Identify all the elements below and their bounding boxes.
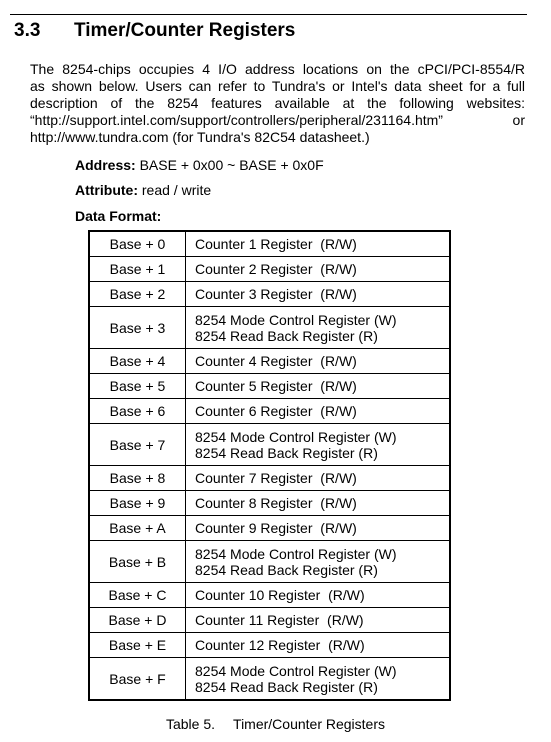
data-format-line bbox=[75, 208, 161, 224]
section-rule bbox=[10, 14, 527, 15]
register-offset: Base + D bbox=[89, 608, 186, 633]
register-description-line: Counter 2 Register (R/W) bbox=[195, 261, 357, 277]
table-caption-number: Table 5. bbox=[165, 716, 216, 732]
register-description-line: Counter 9 Register (R/W) bbox=[195, 520, 357, 536]
register-offset: Base + 2 bbox=[89, 282, 186, 307]
table-row bbox=[89, 608, 450, 633]
register-description bbox=[186, 583, 451, 608]
register-offset: Base + 5 bbox=[89, 374, 186, 399]
intro-line-link: “http://support.intel.com/support/controllers/peripheral/231164.htm” or bbox=[30, 112, 525, 128]
attribute-value: read / write bbox=[141, 182, 212, 198]
table-row bbox=[89, 257, 450, 282]
register-description bbox=[186, 307, 451, 349]
register-description bbox=[186, 231, 451, 257]
intro-line: description of the 8254 features available at the following websites: bbox=[30, 95, 525, 111]
attribute-line bbox=[75, 182, 211, 198]
register-description bbox=[186, 257, 451, 282]
data-format-label: Data Format: bbox=[75, 208, 162, 224]
register-description-line: Counter 5 Register (R/W) bbox=[195, 378, 357, 394]
register-offset: Base + B bbox=[89, 541, 186, 583]
table-row bbox=[89, 231, 450, 257]
register-description-line: 8254 Read Back Register (R) bbox=[195, 678, 378, 695]
register-description bbox=[186, 399, 451, 424]
register-description-line: 8254 Read Back Register (R) bbox=[195, 327, 378, 344]
table-caption-title: Timer/Counter Registers bbox=[233, 716, 386, 732]
register-description-line: 8254 Mode Control Register (W) bbox=[195, 662, 397, 679]
register-description bbox=[186, 349, 451, 374]
register-description-line: Counter 3 Register (R/W) bbox=[195, 286, 357, 302]
register-offset: Base + A bbox=[89, 516, 186, 541]
register-description bbox=[186, 424, 451, 466]
intro-line-link: http://www.tundra.com (for Tundra's 82C54 datasheet.) bbox=[30, 129, 370, 145]
register-description-line: Counter 7 Register (R/W) bbox=[195, 470, 357, 486]
register-description bbox=[186, 541, 451, 583]
table-caption bbox=[0, 716, 551, 732]
section-heading bbox=[14, 20, 295, 42]
table-row bbox=[89, 466, 450, 491]
register-offset: Base + 4 bbox=[89, 349, 186, 374]
address-value: BASE + 0x00 ~ BASE + 0x0F bbox=[139, 157, 324, 173]
register-description-line: 8254 Mode Control Register (W) bbox=[195, 311, 397, 328]
register-description bbox=[186, 658, 451, 701]
register-table-body bbox=[89, 231, 450, 700]
table-row bbox=[89, 374, 450, 399]
attribute-label: Attribute: bbox=[75, 182, 138, 198]
register-offset: Base + E bbox=[89, 633, 186, 658]
table-row bbox=[89, 424, 450, 466]
intro-line: as shown below. Users can refer to Tundra's or Intel's data sheet for a full bbox=[30, 78, 525, 94]
table-row bbox=[89, 349, 450, 374]
table-row bbox=[89, 307, 450, 349]
address-line bbox=[75, 157, 324, 173]
register-description-line: Counter 12 Register (R/W) bbox=[195, 637, 365, 653]
register-description bbox=[186, 516, 451, 541]
intro-paragraph bbox=[30, 61, 525, 146]
register-offset: Base + 9 bbox=[89, 491, 186, 516]
table-row bbox=[89, 399, 450, 424]
register-offset: Base + 1 bbox=[89, 257, 186, 282]
register-offset: Base + 0 bbox=[89, 231, 186, 257]
table-row bbox=[89, 541, 450, 583]
register-description-line: 8254 Mode Control Register (W) bbox=[195, 545, 397, 562]
table-row bbox=[89, 658, 450, 701]
register-offset: Base + 3 bbox=[89, 307, 186, 349]
register-description bbox=[186, 491, 451, 516]
section-title: Timer/Counter Registers bbox=[74, 20, 296, 41]
register-description-line: Counter 6 Register (R/W) bbox=[195, 403, 357, 419]
register-description bbox=[186, 466, 451, 491]
table-row bbox=[89, 516, 450, 541]
register-offset: Base + 8 bbox=[89, 466, 186, 491]
register-description-line: Counter 4 Register (R/W) bbox=[195, 353, 357, 369]
register-offset: Base + C bbox=[89, 583, 186, 608]
register-description-line: Counter 11 Register (R/W) bbox=[195, 612, 364, 628]
register-description-line: Counter 8 Register (R/W) bbox=[195, 495, 357, 511]
register-offset: Base + 7 bbox=[89, 424, 186, 466]
register-description bbox=[186, 633, 451, 658]
register-description-line: Counter 1 Register (R/W) bbox=[195, 236, 357, 252]
address-label: Address: bbox=[75, 157, 136, 173]
section-number: 3.3 bbox=[14, 20, 41, 41]
register-table bbox=[88, 230, 451, 701]
register-offset: Base + F bbox=[89, 658, 186, 701]
register-offset: Base + 6 bbox=[89, 399, 186, 424]
table-row bbox=[89, 491, 450, 516]
table-row bbox=[89, 583, 450, 608]
intro-line: The 8254-chips occupies 4 I/O address locations on the cPCI/PCI-8554/R bbox=[30, 61, 525, 77]
register-description-line: Counter 10 Register (R/W) bbox=[195, 587, 365, 603]
table-row bbox=[89, 633, 450, 658]
table-row bbox=[89, 282, 450, 307]
register-description bbox=[186, 374, 451, 399]
register-description bbox=[186, 282, 451, 307]
register-description-line: 8254 Read Back Register (R) bbox=[195, 444, 378, 461]
register-description bbox=[186, 608, 451, 633]
register-description-line: 8254 Mode Control Register (W) bbox=[195, 428, 397, 445]
register-description-line: 8254 Read Back Register (R) bbox=[195, 561, 378, 578]
